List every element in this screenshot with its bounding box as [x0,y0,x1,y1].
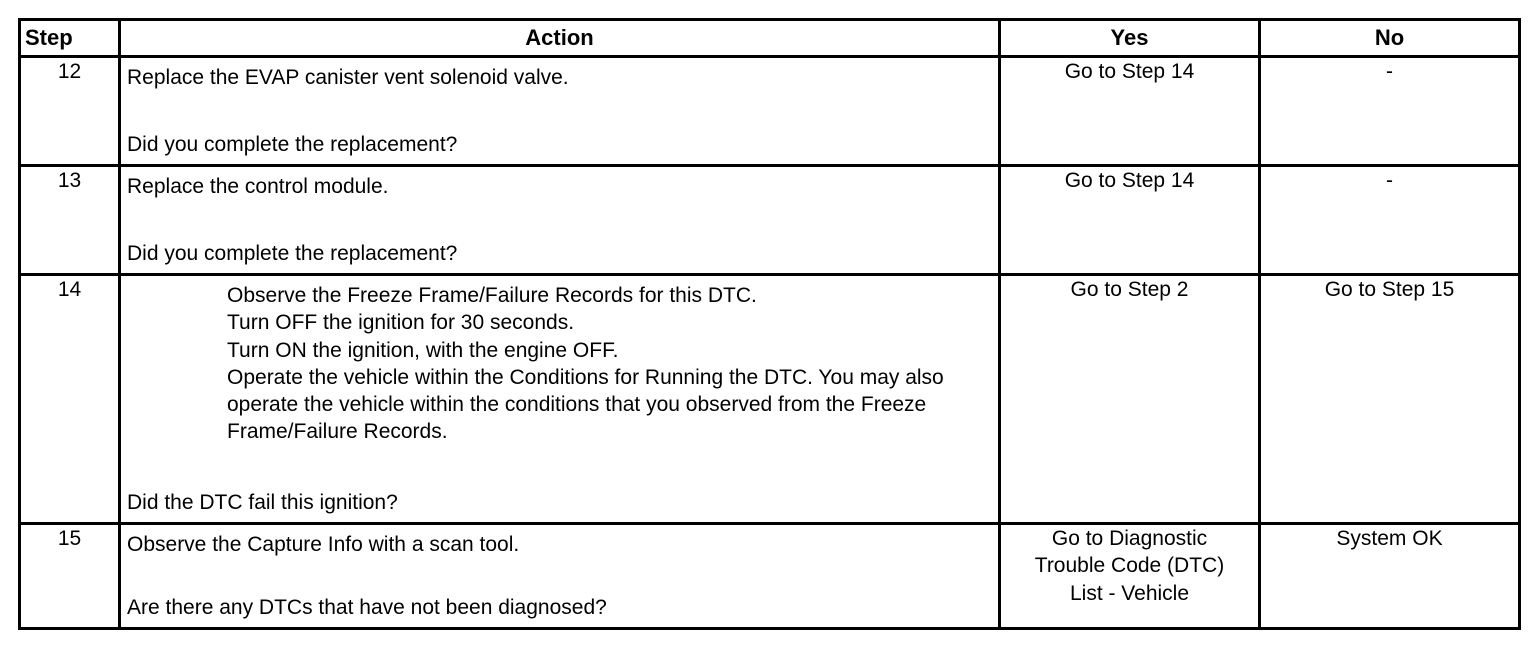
action-question: Did you complete the replacement? [127,132,458,156]
action-cell [120,57,1000,166]
yes-cell: Go to Step 14 [1000,57,1260,166]
no-cell: Go to Step 15 [1260,275,1520,524]
yes-line: List - Vehicle [1069,581,1190,605]
header-yes: Yes [1000,20,1260,57]
table-row [20,275,1520,524]
header-row [20,20,1520,57]
action-step-item: Turn OFF the ignition for 30 seconds. [227,311,575,335]
action-cell [120,166,1000,275]
step-number: 15 [20,524,120,629]
no-cell: System OK [1260,524,1520,629]
action-intro: Observe the Capture Info with a scan tool. [127,533,520,556]
yes-cell: Go to Step 2 [1000,275,1260,524]
action-step-list [127,282,978,446]
no-cell: - [1260,166,1520,275]
action-question: Did you complete the replacement? [127,241,458,265]
action-question: Did the DTC fail this ignition? [127,490,398,514]
header-no: No [1260,20,1520,57]
diagnostic-table [18,18,1521,630]
step-number: 14 [20,275,120,524]
action-intro: Replace the EVAP canister vent solenoid valve. [127,66,569,89]
yes-line: Trouble Code (DTC) [1034,554,1225,578]
step-number: 12 [20,57,120,166]
action-step-item: Operate the vehicle within the Conditions for Running the DTC. You may also operate the vehicle within the conditions that you observed from the Freeze Frame/Failure Records. [227,365,944,444]
header-action: Action [120,20,1000,57]
table-row [20,524,1520,629]
action-intro: Replace the control module. [127,175,389,198]
step-number: 13 [20,166,120,275]
yes-cell: Go to Step 14 [1000,166,1260,275]
header-step: Step [20,20,120,57]
yes-line: Go to Diagnostic [1051,527,1208,550]
action-step-item: Observe the Freeze Frame/Failure Records for this DTC. [227,284,757,307]
action-cell [120,275,1000,524]
yes-cell [1000,524,1260,629]
action-step-item: Turn ON the ignition, with the engine OFF. [227,338,619,362]
table-row [20,57,1520,166]
action-question: Are there any DTCs that have not been diagnosed? [127,595,607,619]
action-cell [120,524,1000,629]
no-cell: - [1260,57,1520,166]
table-row [20,166,1520,275]
